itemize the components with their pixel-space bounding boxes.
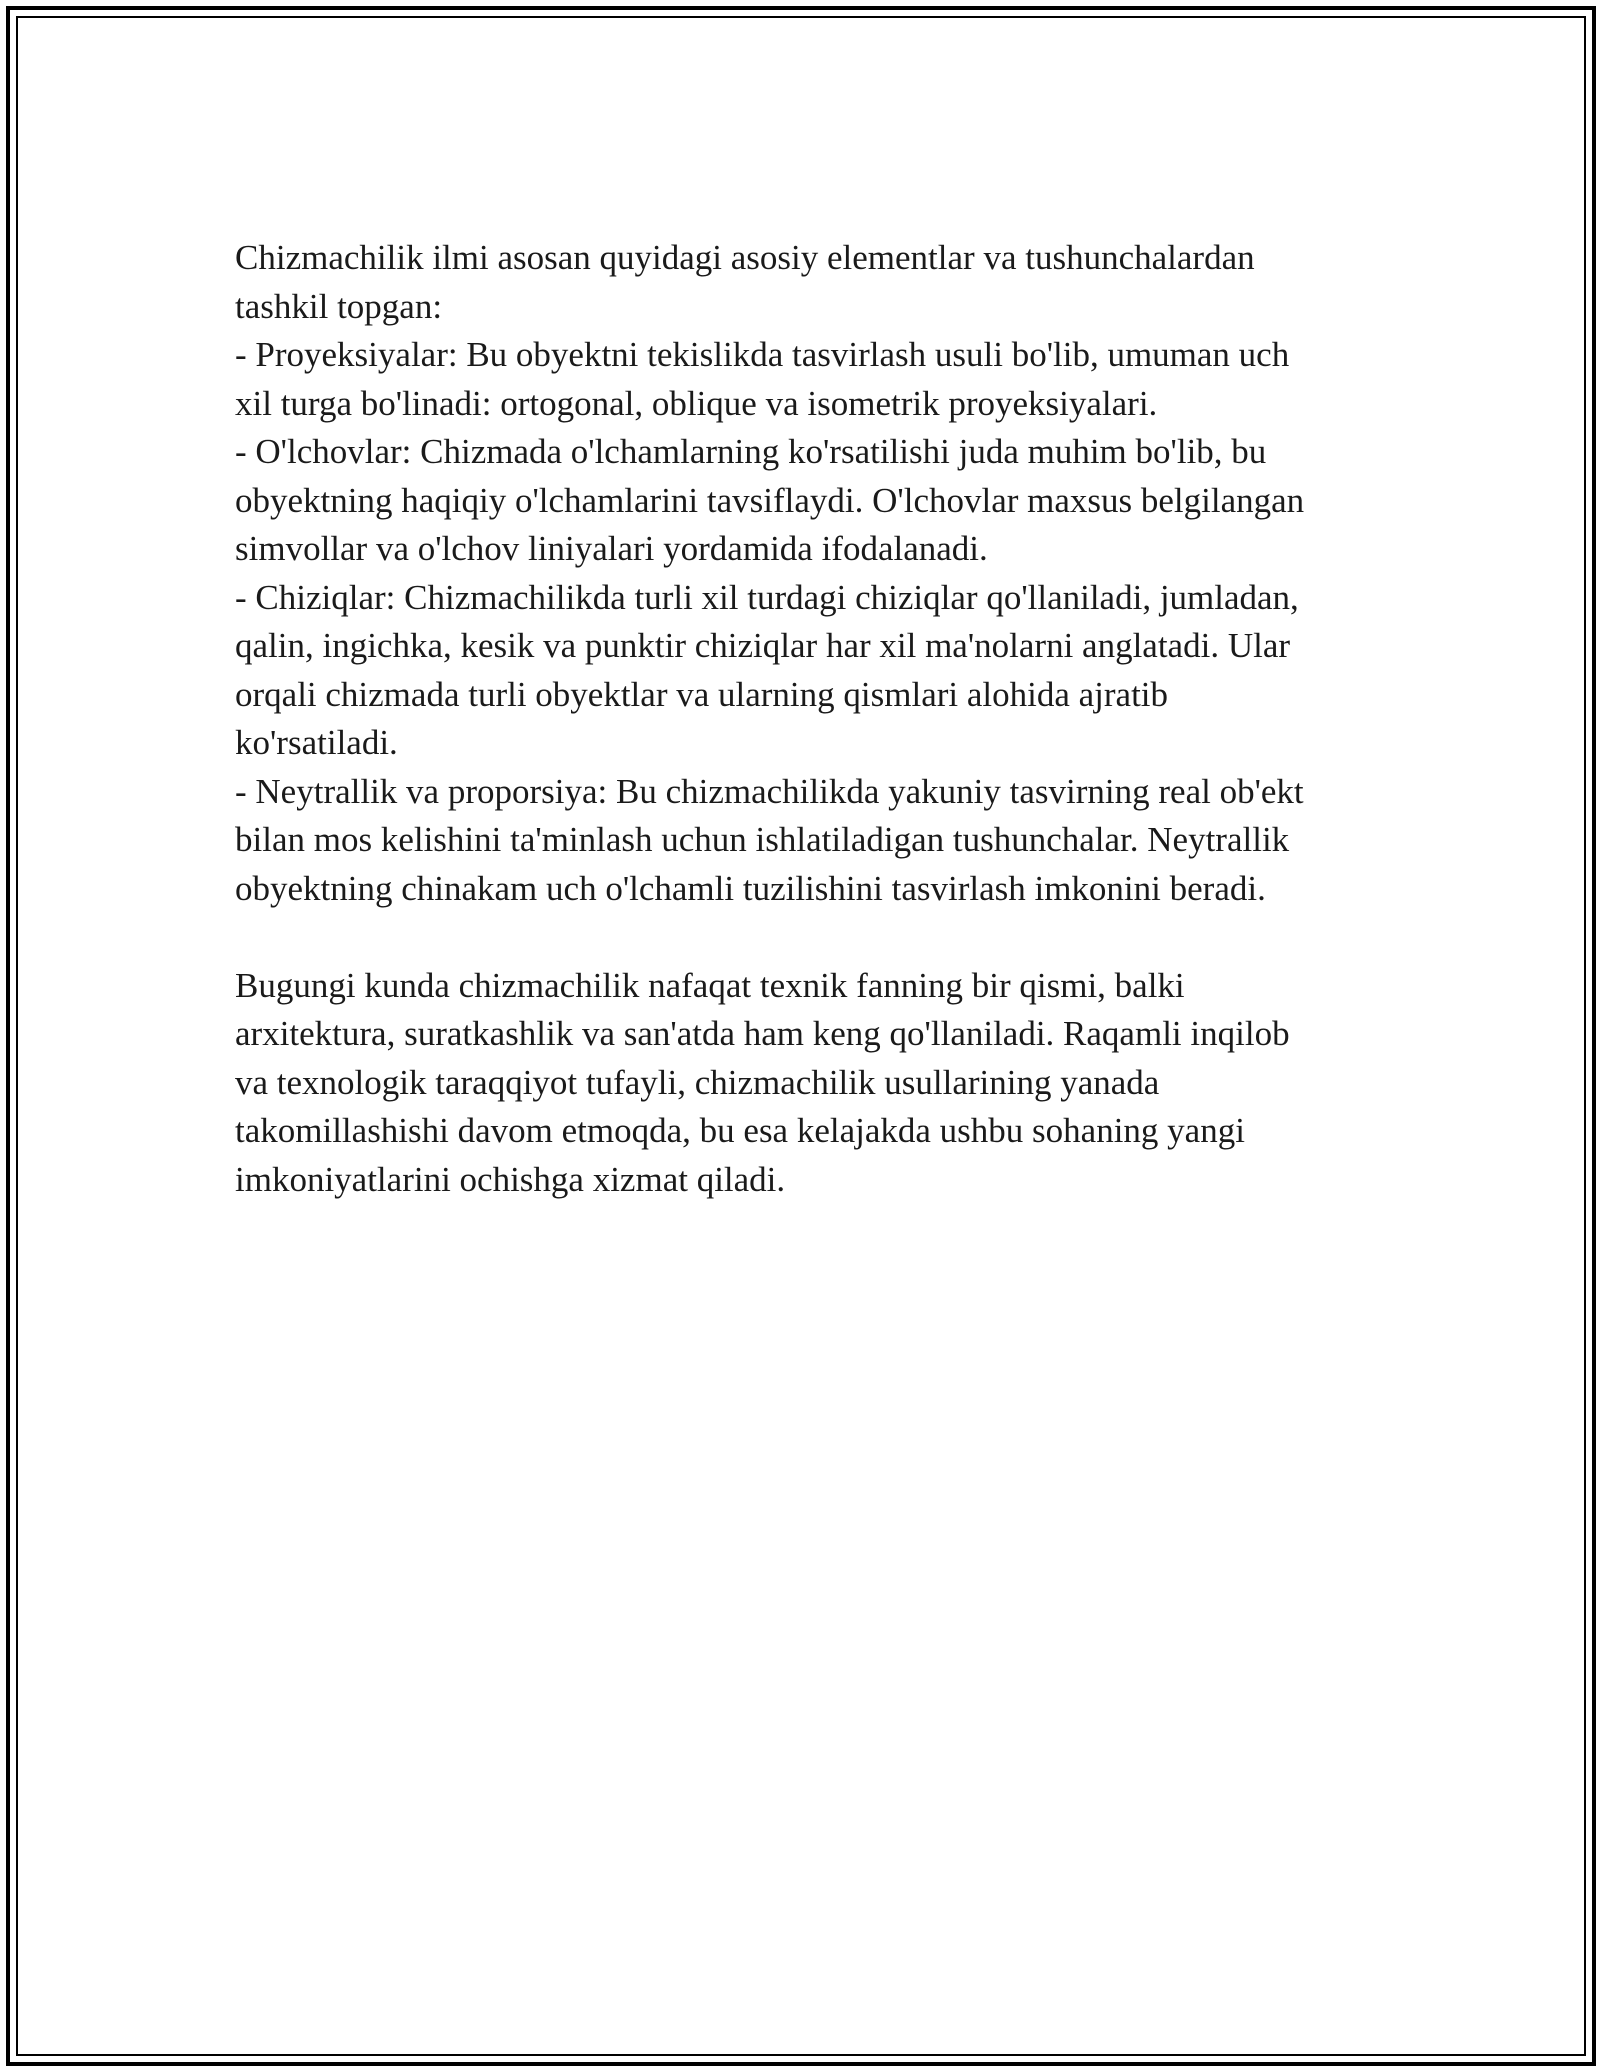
text-line: Chizmachilik ilmi asosan quyidagi asosiy elementlar va tushunchalardan bbox=[235, 238, 1255, 277]
paragraph-conclusion bbox=[235, 962, 1385, 1205]
text-line: imkoniyatlarini ochishga xizmat qiladi. bbox=[235, 1159, 786, 1199]
text-line: xil turga bo'linadi: ortogonal, oblique va isometrik proyeksiyalari. bbox=[235, 383, 1158, 423]
text-line: Bugungi kunda chizmachilik nafaqat texnik fanning bir qismi, balki bbox=[235, 965, 1185, 1005]
document-body bbox=[235, 234, 1385, 1204]
text-line: va texnologik taraqqiyot tufayli, chizmachilik usullarining yanada bbox=[235, 1062, 1160, 1102]
text-line: - Neytrallik va proporsiya: Bu chizmachilikda yakuniy tasvirning real ob'ekt bbox=[235, 771, 1304, 811]
text-line: arxitektura, suratkashlik va san'atda ham keng qo'llaniladi. Raqamli inqilob bbox=[235, 1014, 1290, 1053]
text-line: obyektning chinakam uch o'lchamli tuzilishini tasvirlash imkonini beradi. bbox=[235, 868, 1266, 908]
text-line: simvollar va o'lchov liniyalari yordamida ifodalanadi. bbox=[235, 529, 988, 568]
text-line: bilan mos kelishini ta'minlash uchun ishlatiladigan tushunchalar. Neytrallik bbox=[235, 820, 1290, 859]
paragraph-intro bbox=[235, 234, 1385, 913]
text-line: qalin, ingichka, kesik va punktir chiziqlar har xil ma'nolarni anglatadi. Ular bbox=[235, 626, 1291, 665]
text-line: takomillashishi davom etmoqda, bu esa kelajakda ushbu sohaning yangi bbox=[235, 1111, 1245, 1150]
paragraph-spacer bbox=[235, 913, 1385, 962]
text-line: obyektning haqiqiy o'lchamlarini tavsiflaydi. O'lchovlar maxsus belgilangan bbox=[235, 480, 1305, 520]
text-line: tashkil topgan: bbox=[235, 286, 443, 326]
text-line: - O'lchovlar: Chizmada o'lchamlarning ko'rsatilishi juda muhim bo'lib, bu bbox=[235, 432, 1267, 471]
text-line: orqali chizmada turli obyektlar va ularning qismlari alohida ajratib bbox=[235, 674, 1169, 714]
text-line: ko'rsatiladi. bbox=[235, 723, 398, 762]
text-line: - Chiziqlar: Chizmachilikda turli xil turdagi chiziqlar qo'llaniladi, jumladan, bbox=[235, 577, 1299, 617]
text-line: - Proyeksiyalar: Bu obyektni tekislikda tasvirlash usuli bo'lib, umuman uch bbox=[235, 335, 1290, 374]
